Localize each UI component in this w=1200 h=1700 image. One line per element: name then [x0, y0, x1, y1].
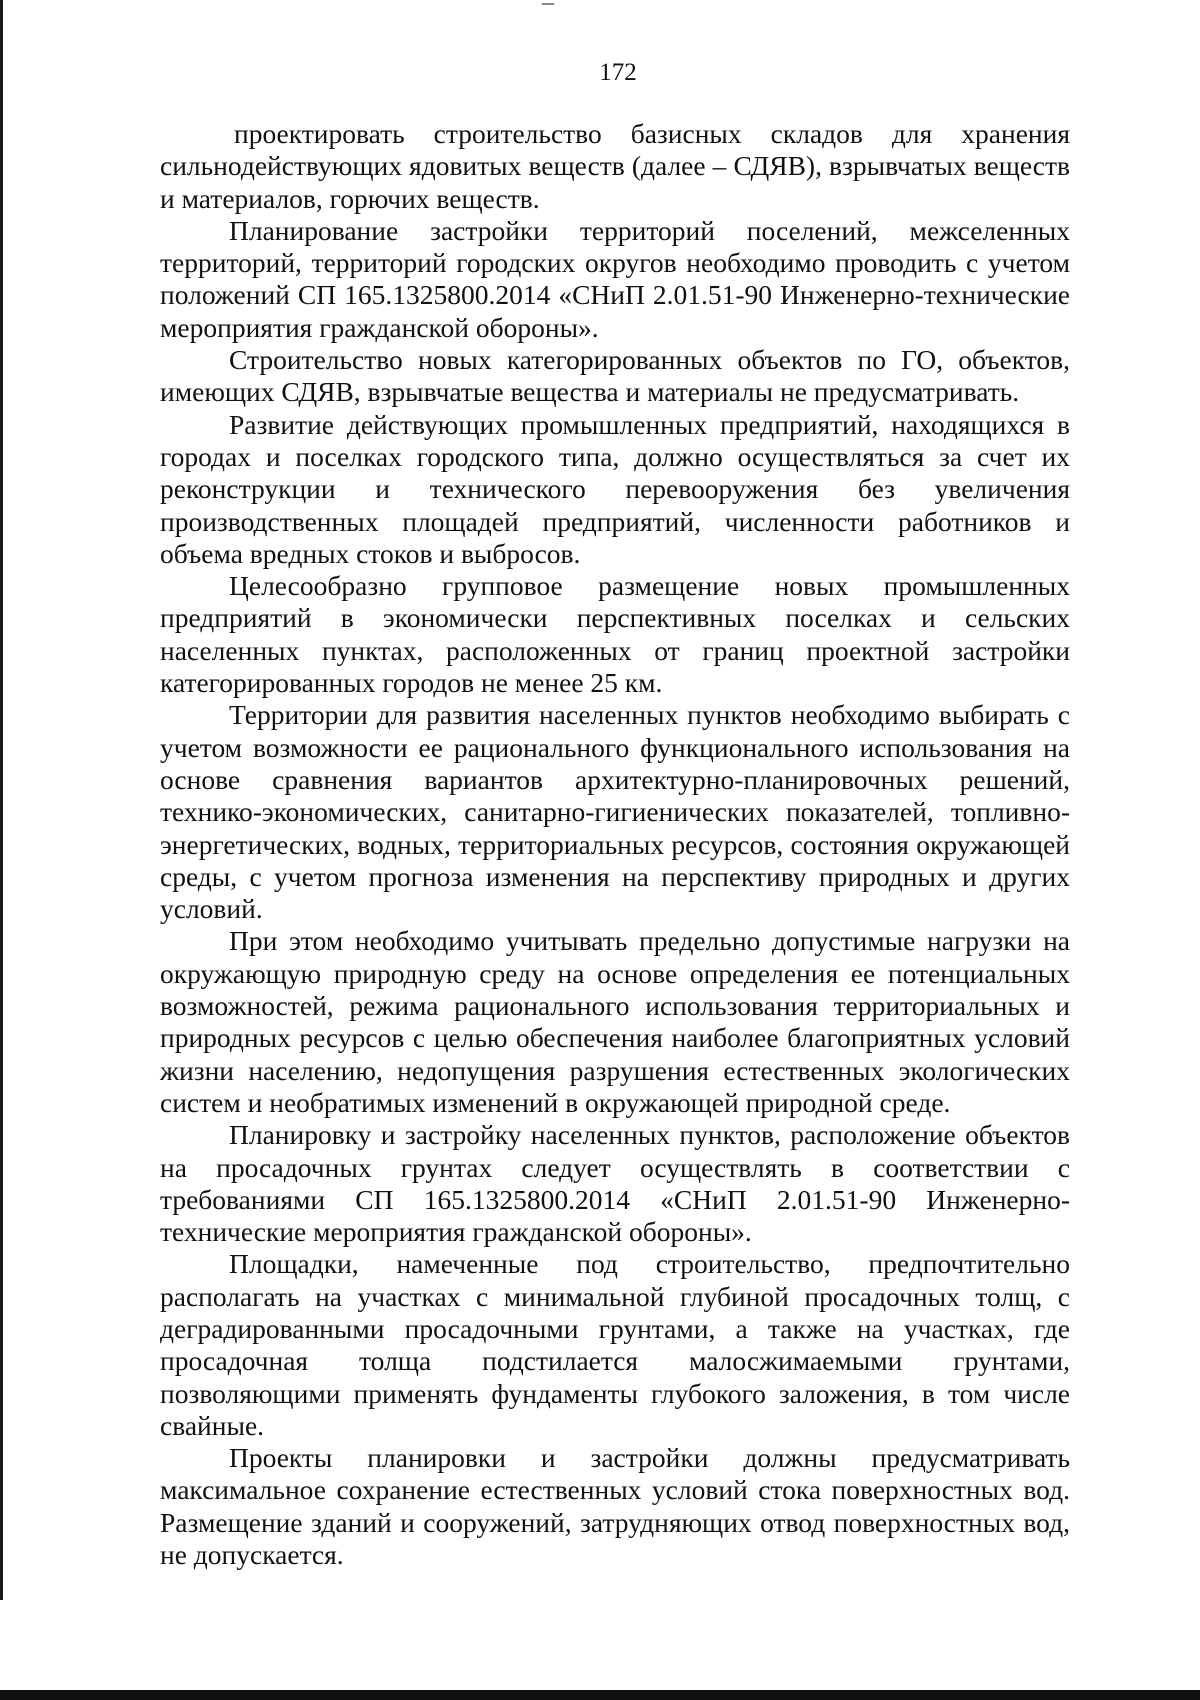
paragraph: Проекты планировки и застройки должны предусматривать максимальное сохранение естественных условий стока поверхностных вод. Размещение зданий и сооружений, затрудняющих отвод поверхностных вод, не допускается. — [160, 1442, 1070, 1571]
paragraph: Площадки, намеченные под строительство, предпочтительно располагать на участках с минимальной глубиной просадочных толщ, с деградированными просадочными грунтами, а также на участках, где просадочная толща подстилается малосжимаемыми грунтами, позволяющими применять фундаменты глубокого заложения, в том числе свайные. — [160, 1248, 1070, 1441]
paragraph: Планирование застройки территорий поселений, межселенных территорий, территорий городских округов необходимо проводить с учетом положений СП 165.1325800.2014 «СНиП 2.01.51-90 Инженерно-технические мероприятия гражданской обороны». — [160, 214, 1070, 343]
paragraph-continuation: проектировать строительство базисных складов для хранения сильнодействующих ядовитых веществ (далее – СДЯВ), взрывчатых веществ и материалов, горючих веществ. — [160, 118, 1070, 214]
paragraph: При этом необходимо учитывать предельно допустимые нагрузки на окружающую природную среду на основе определения ее потенциальных возможностей, режима рационального использования территориальных и природных ресурсов с целью обеспечения наиболее благоприятных условий жизни населению, недопущения разрушения естественных экологических систем и необратимых изменений в окружающей природной среде. — [160, 925, 1070, 1118]
page-number: 172 — [599, 59, 637, 86]
paragraph: Целесообразно групповое размещение новых промышленных предприятий в экономически перспективных поселках и сельских населенных пунктах, расположенных от границ проектной застройки категорированных городов не менее 25 км. — [160, 570, 1070, 699]
paragraph: Развитие действующих промышленных предприятий, находящихся в городах и поселках городского типа, должно осуществляться за счет их реконструкции и технического перевооружения без увеличения производственных площадей предприятий, численности работников и объема вредных стоков и выбросов. — [160, 408, 1070, 569]
paragraph: Строительство новых категорированных объектов по ГО, объектов, имеющих СДЯВ, взрывчатые вещества и материалы не предусматривать. — [160, 344, 1070, 408]
paragraph: Планировку и застройку населенных пунктов, расположение объектов на просадочных грунтах следует осуществлять в соответствии с требованиями СП 165.1325800.2014 «СНиП 2.01.51-90 Инженерно-технические мероприятия гражданской обороны». — [160, 1119, 1070, 1248]
scan-top-mark — [542, 3, 554, 5]
document-body — [160, 118, 1070, 1571]
scan-left-edge — [0, 0, 3, 1600]
paragraph: Территории для развития населенных пунктов необходимо выбирать с учетом возможности ее рационального функционального использования на основе сравнения вариантов архитектурно-планировочных решений, технико-экономических, санитарно-гигиенических показателей, топливно-энергетических, водных, территориальных ресурсов, состояния окружающей среды, с учетом прогноза изменения на перспективу природных и других условий. — [160, 699, 1070, 925]
scan-bottom-edge — [0, 1690, 1200, 1700]
